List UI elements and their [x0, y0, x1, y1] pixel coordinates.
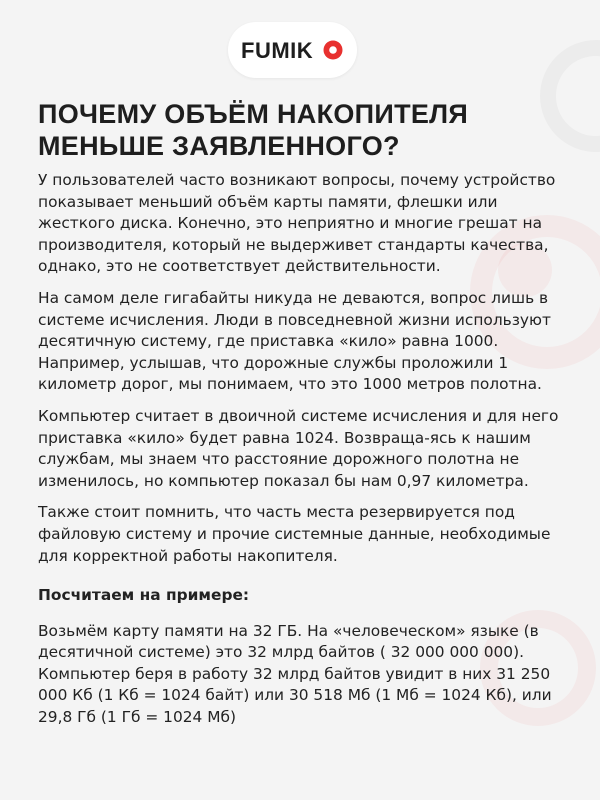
paragraph-intro: У пользователей часто возникают вопросы, почему устройство показывает меньший объём карты памяти, флешки или жесткого диска. Конечно, это неприятно и многие грешат на производителя, который не выдерживет стандарты качества, однако, это не соответствует действительности. — [38, 171, 556, 276]
brand-logo-mark — [241, 38, 345, 62]
article-body — [38, 170, 578, 729]
paragraph-example: Возьмём карту памяти на 32 ГБ. На «человеческом» языке (в десятичной системе) это 32 млрд байтов ( 32 000 000 000). Компьютер беря в работу 32 млрд байтов увидит в них 31 250 000 Кб (1 Кб = 1024 байт) или 30 518 Мб (1 Мб = 1024 Кб), или 29,8 Гб (1 Гб = 1024 Мб) — [38, 621, 552, 727]
page-title: ПОЧЕМУ ОБЪЁМ НАКОПИТЕЛЯ МЕНЬШЕ ЗАЯВЛЕННОГО? — [38, 99, 469, 161]
paragraph-decimal: На самом деле гигабайты никуда не деваются, вопрос лишь в системе исчисления. Люди в повседневной жизни используют десятичную систему, где приставка «кило» равна 1000. Например, услышав, что дорожные службы проложили 1 километр дорог, мы понимаем, что это 1000 метров полотна. — [38, 288, 551, 394]
brand-logo — [228, 22, 357, 78]
paragraph-binary: Компьютер считает в двоичной системе исчисления и для него приставка «кило» будет равна 1024. Возвраща-ясь к нашим службам, мы знаем что расстояние дорожного полотна не изменилось, но компьютер показал бы нам 0,97 километра. — [38, 406, 559, 490]
example-subheading: Посчитаем на примере: — [38, 586, 250, 605]
brand-logo-o-inner — [329, 46, 337, 54]
brand-logo-text: FUMIK — [240, 38, 313, 62]
paragraph-reserved: Также стоит помнить, что часть места резервируется под файловую систему и прочие системные данные, необходимые для корректной работы накопителя. — [38, 503, 551, 565]
